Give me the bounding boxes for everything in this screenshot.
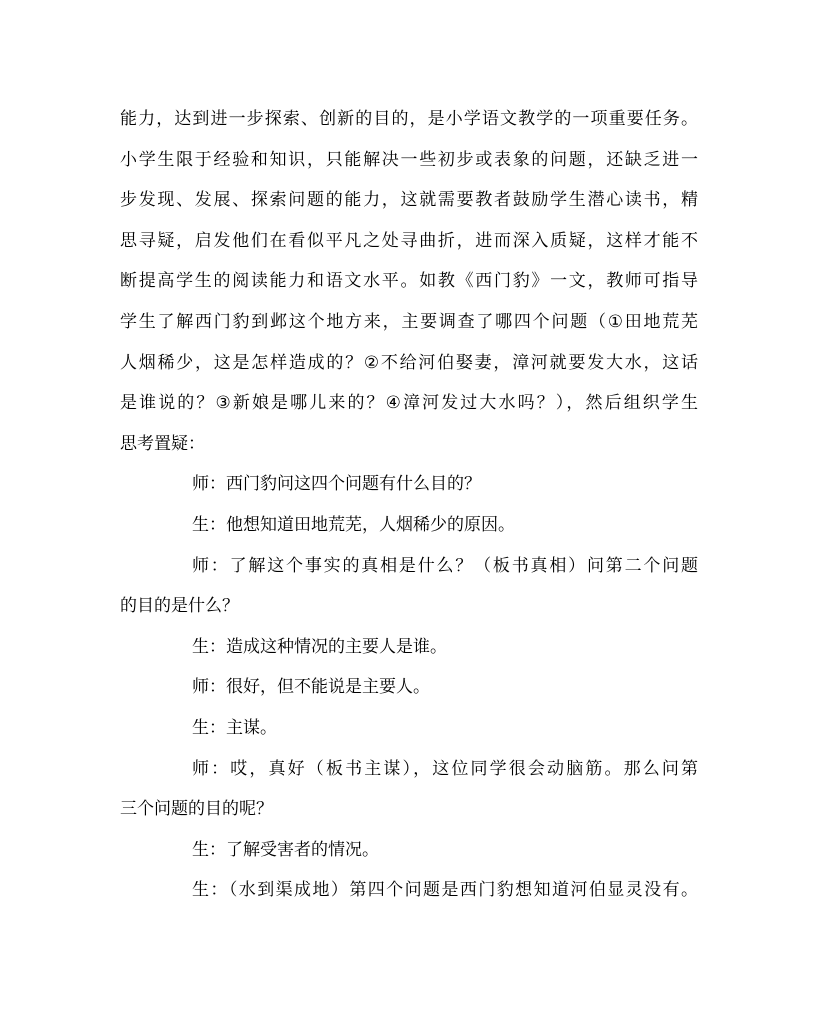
text-line: 学生了解西门豹到邺这个地方来，主要调查了哪四个问题（①田地荒芜: [120, 311, 698, 332]
dialogue-line: 生：主谋。: [192, 717, 277, 738]
text-line: 思考置疑：: [120, 433, 205, 454]
dialogue-line: 生：了解受害者的情况。: [192, 839, 379, 860]
dialogue-continuation: 三个问题的目的呢？: [120, 799, 273, 820]
dialogue-line: 师：哎，真好（板书主谋），这位同学很会动脑筋。那么问第: [192, 758, 698, 779]
text-line: 小学生限于经验和知识，只能解决一些初步或表象的问题，还缺乏进一: [120, 149, 698, 170]
text-line: 人烟稀少，这是怎样造成的？②不给河伯娶妻，漳河就要发大水，这话: [120, 352, 698, 373]
dialogue-line: 生：造成这种情况的主要人是谁。: [192, 636, 447, 657]
dialogue-line: 生：他想知道田地荒芜，人烟稀少的原因。: [192, 514, 515, 535]
dialogue-line: 生：（水到渠成地）第四个问题是西门豹想知道河伯显灵没有。: [192, 880, 698, 901]
text-line: 断提高学生的阅读能力和语文水平。如教《西门豹》一文，教师可指导: [120, 271, 698, 292]
text-line: 思寻疑，启发他们在看似平凡之处寻曲折，进而深入质疑，这样才能不: [120, 230, 698, 251]
dialogue-continuation: 的目的是什么？: [120, 596, 239, 617]
text-line: 是谁说的？③新娘是哪儿来的？④漳河发过大水吗？），然后组织学生: [120, 393, 698, 414]
dialogue-line: 师：西门豹问这四个问题有什么目的？: [192, 474, 481, 495]
body-text: [120, 99, 698, 911]
dialogue-line: 师：很好，但不能说是主要人。: [192, 677, 430, 698]
text-line: 步发现、发展、探索问题的能力，这就需要教者鼓励学生潜心读书，精: [120, 190, 698, 211]
text-line: 能力，达到进一步探索、创新的目的，是小学语文教学的一项重要任务。: [120, 109, 698, 129]
dialogue-line: 师：了解这个事实的真相是什么？（板书真相）问第二个问题: [192, 555, 698, 576]
